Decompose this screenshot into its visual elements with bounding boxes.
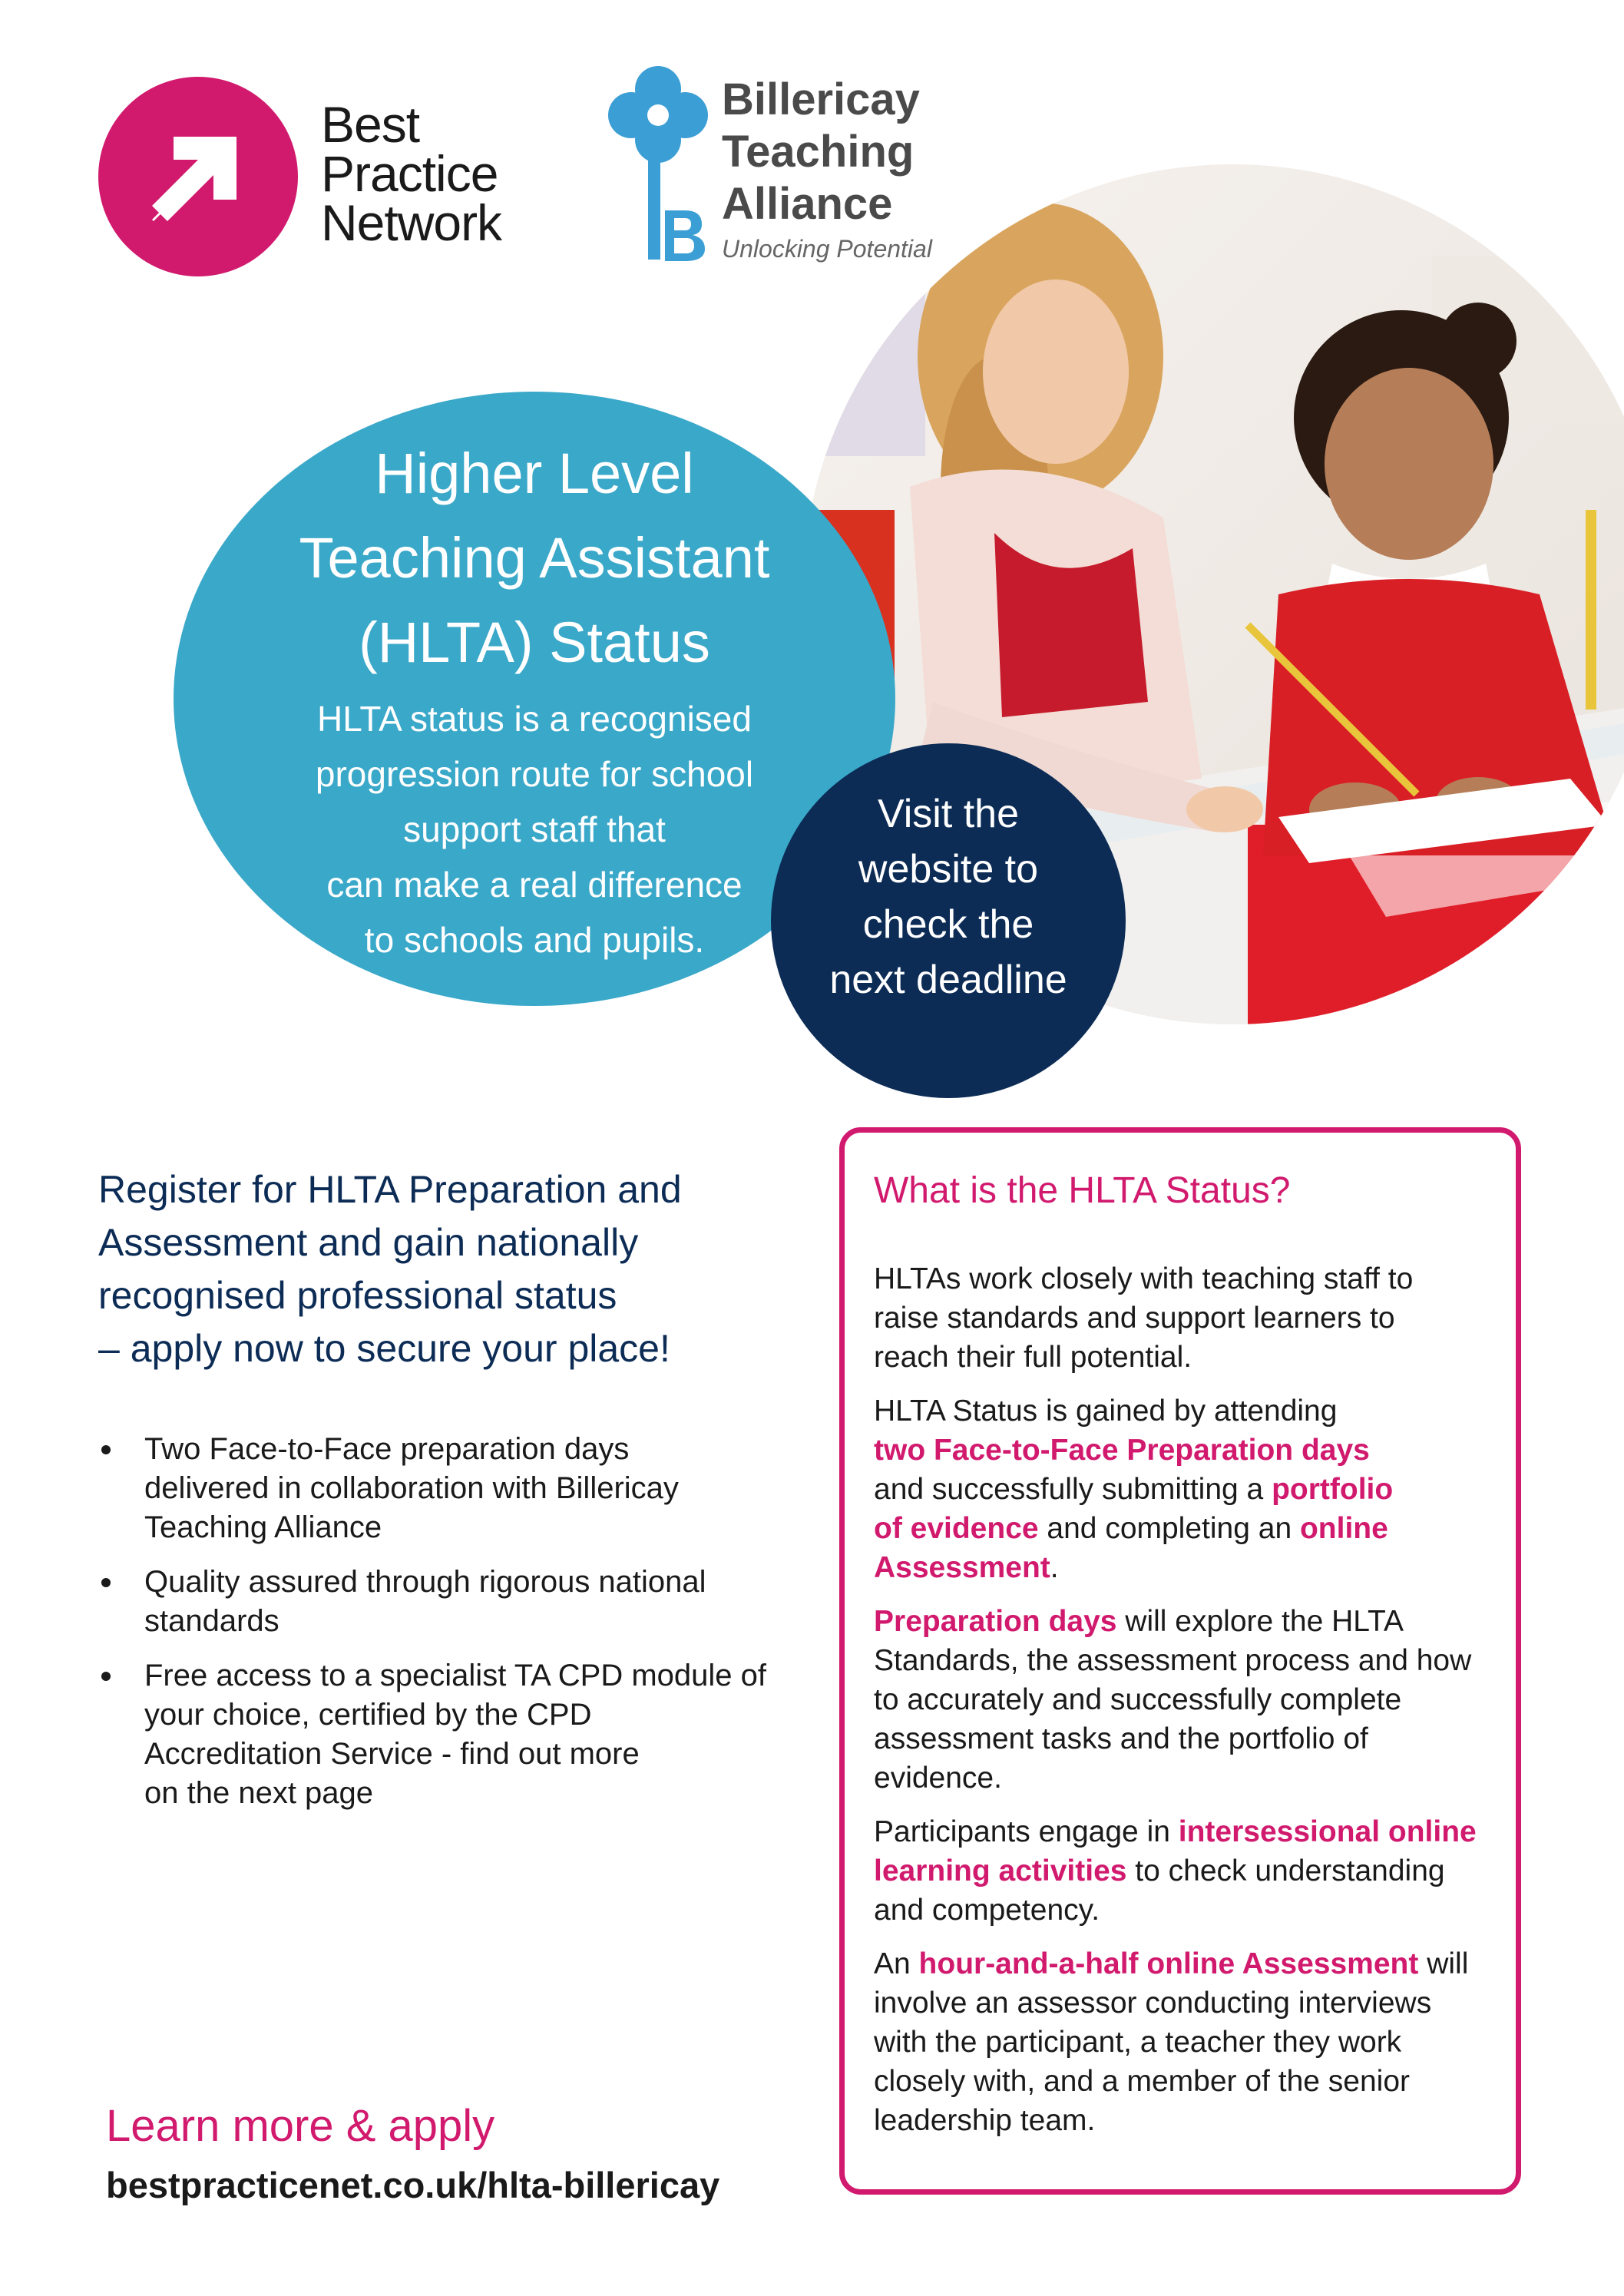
bpn-line: Practice	[321, 145, 498, 202]
highlight-text: of evidence	[874, 1512, 1039, 1545]
hero-body-line: can make a real difference	[326, 865, 743, 905]
list-item	[98, 1563, 789, 1641]
body-text: reach their full potential.	[874, 1341, 1192, 1374]
bullet-line: Free access to a specialist TA CPD module of	[144, 1659, 766, 1692]
body-text: and completing an	[1038, 1512, 1300, 1545]
deadline-line: next deadline	[829, 958, 1067, 1002]
info-paragraph	[874, 1812, 1493, 1930]
deadline-line: website to	[858, 847, 1039, 892]
bullet-line: Quality assured through rigorous national	[144, 1565, 706, 1599]
deadline-text	[771, 786, 1126, 1007]
hlta-info-box	[839, 1127, 1521, 2195]
bullet-line: standards	[144, 1604, 279, 1638]
hero-body-line: HLTA status is a recognised	[317, 699, 752, 739]
hero-title	[174, 432, 895, 685]
body-text: and successfully submitting a	[874, 1473, 1272, 1506]
benefits-list	[98, 1430, 789, 1828]
deadline-line: check the	[862, 902, 1034, 947]
list-item	[98, 1656, 789, 1813]
body-text: .	[1050, 1551, 1059, 1584]
list-item	[98, 1430, 789, 1547]
hero-title-line: Teaching Assistant	[299, 526, 770, 590]
body-text: to accurately and successfully complete	[874, 1683, 1402, 1716]
body-text: will	[1418, 1947, 1469, 1980]
highlight-text: two Face-to-Face Preparation days	[874, 1434, 1370, 1467]
body-text: HLTAs work closely with teaching staff to	[874, 1262, 1414, 1295]
register-heading-line: recognised professional status	[98, 1274, 617, 1317]
highlight-text: intersessional online	[1178, 1815, 1477, 1848]
bta-tagline: Unlocking Potential	[722, 235, 932, 263]
highlight-text: portfolio	[1272, 1473, 1394, 1506]
info-paragraph	[874, 1602, 1493, 1798]
highlight-text: online	[1299, 1512, 1388, 1545]
bullet-line: Two Face-to-Face preparation days	[144, 1432, 630, 1466]
bullet-line: delivered in collaboration with Billericay	[144, 1471, 679, 1505]
highlight-text: learning activities	[874, 1854, 1127, 1887]
deadline-line: Visit the	[877, 792, 1020, 836]
body-text: involve an assessor conducting interviews	[874, 1987, 1432, 2020]
info-paragraph	[874, 1391, 1493, 1587]
highlight-text: hour-and-a-half online Assessment	[918, 1947, 1419, 1980]
register-heading-line: Assessment and gain nationally	[98, 1221, 639, 1264]
info-box-content	[874, 1170, 1493, 2155]
key-icon	[600, 60, 716, 267]
website-link[interactable]: bestpracticenet.co.uk/hlta-billericay	[106, 2165, 720, 2205]
body-text: will explore the HLTA	[1116, 1605, 1404, 1638]
info-paragraph	[874, 1259, 1493, 1377]
bullet-icon	[101, 1578, 111, 1587]
body-text: Standards, the assessment process and how	[874, 1644, 1472, 1677]
body-text: and competency.	[874, 1894, 1100, 1927]
body-text: Participants engage in	[874, 1815, 1179, 1848]
register-heading-line: – apply now to secure your place!	[98, 1327, 670, 1370]
info-paragraph	[874, 1944, 1493, 2140]
body-text: with the participant, a teacher they work	[874, 2026, 1402, 2059]
hero-title-line: Higher Level	[375, 442, 694, 505]
body-text: to check understanding	[1126, 1854, 1445, 1887]
deadline-badge	[771, 743, 1126, 1098]
hero-description	[220, 691, 849, 968]
bta-line: Billericay	[722, 74, 920, 124]
body-text: raise standards and support learners to	[874, 1302, 1395, 1335]
learn-more-heading: Learn more & apply	[106, 2101, 495, 2151]
hero-body-line: to schools and pupils.	[364, 920, 705, 960]
bullet-line: Teaching Alliance	[144, 1510, 382, 1544]
body-text: evidence.	[874, 1762, 1002, 1795]
hero-body-line: support staff that	[403, 809, 666, 849]
arrow-up-right-icon	[98, 77, 298, 276]
body-text: An	[874, 1947, 919, 1980]
info-box-title: What is the HLTA Status?	[874, 1170, 1291, 1211]
bpn-line: Best	[321, 96, 420, 153]
body-text: assessment tasks and the portfolio of	[874, 1722, 1368, 1755]
highlight-text: Assessment	[874, 1551, 1050, 1584]
body-text: leadership team.	[874, 2104, 1096, 2137]
bullet-icon	[101, 1672, 111, 1681]
hero-body-line: progression route for school	[315, 754, 754, 794]
bpn-logo-text	[321, 96, 502, 251]
info-box-paragraphs	[874, 1259, 1493, 2140]
highlight-text: Preparation days	[874, 1605, 1117, 1638]
bullet-icon	[101, 1445, 111, 1454]
bta-line: Teaching	[722, 127, 915, 177]
body-text: closely with, and a member of the senior	[874, 2065, 1411, 2098]
register-heading-line: Register for HLTA Preparation and	[98, 1168, 682, 1211]
bta-line: Alliance	[722, 179, 893, 229]
bpn-line: Network	[321, 194, 502, 251]
body-text: HLTA Status is gained by attending	[874, 1394, 1338, 1428]
register-heading	[98, 1163, 789, 1375]
bullet-line: Accreditation Service - find out more	[144, 1737, 640, 1771]
bullet-line: on the next page	[144, 1776, 374, 1810]
bullet-line: your choice, certified by the CPD	[144, 1698, 592, 1732]
hero-title-line: (HLTA) Status	[359, 610, 710, 674]
